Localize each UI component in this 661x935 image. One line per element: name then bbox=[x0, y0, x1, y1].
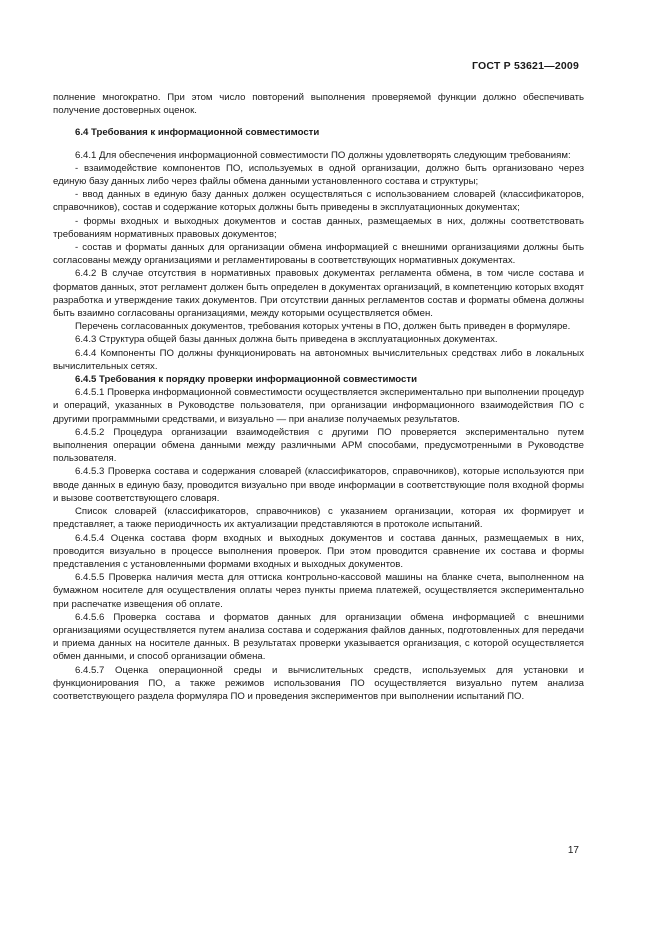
paragraph-6-4-2: 6.4.2 В случае отсутствия в нормативных правовых документах регламента обмена, в том числе состава и форматов данных, этот регламент должен быть определен в документах организаций, в компетенцию которых входят разработка и утверждение таких документов. При отсутствии данных регламентов состав и форматы обмена должны быть взаимно согласованы организациями, между которыми осуществляется обмен. bbox=[53, 268, 584, 320]
paragraph-6-4-4: 6.4.4 Компоненты ПО должны функционировать на автономных вычислительных средствах либо в локальных вычислительных сетях. bbox=[53, 347, 584, 372]
list-item-3: - формы входных и выходных документов и состав данных, размещаемых в них, должны соответствовать требованиям нормативных правовых документов; bbox=[53, 215, 584, 240]
page-number: 17 bbox=[567, 845, 579, 856]
paragraph-6-4-5-2: 6.4.5.2 Процедура организации взаимодействия с другими ПО проверяется экспериментально путем выполнения операции обмена данными между различными АРМ способами, предусмотренными в Руководстве пользователя. bbox=[53, 426, 584, 465]
paragraph-6-4-3: 6.4.3 Структура общей базы данных должна быть приведена в эксплуатационных документах. bbox=[75, 334, 498, 346]
paragraph-dictionaries-list: Список словарей (классификаторов, справочников) с указанием организации, которая их формирует и представляет, а также периодичность их актуализации представляются в протоколе испытаний. bbox=[53, 506, 584, 531]
document-body bbox=[53, 91, 584, 703]
paragraph-6-4-5-1: 6.4.5.1 Проверка информационной совместимости осуществляется экспериментально при выполнении процедур и операций, указанных в Руководстве пользователя, при организации информационного взаимодействия ПО с другими программными средствами, и визуально — при анализе получаемых результатов. bbox=[53, 387, 584, 425]
list-item-4: - состав и форматы данных для организации обмена информацией с внешними организациями должны быть согласованы между организациями и регламентированы в соответствующих нормативных документах. bbox=[53, 242, 584, 267]
paragraph-6-4-5-6: 6.4.5.6 Проверка состава и форматов данных для организации обмена информацией с внешними организациями осуществляется путем анализа состава и содержания файлов данных, подготовленных для передачи и приема данных на носителе данных. В результатах проверки указывается организация, с которой осуществляется обмен данными, и способ организации обмена. bbox=[53, 611, 584, 663]
paragraph-6-4-5-5: 6.4.5.5 Проверка наличия места для оттиска контрольно-кассовой машины на бланке счета, выполненном на бумажном носителе для осуществления оплаты через пункты приема платежей, осуществляется экспериментально при распечатке извещения об оплате. bbox=[53, 572, 584, 610]
paragraph-agreed-documents: Перечень согласованных документов, требования которых учтены в ПО, должен быть приведен в формуляре. bbox=[75, 321, 571, 333]
paragraph-6-4-1: 6.4.1 Для обеспечения информационной совместимости ПО должны удовлетворять следующим требованиям: bbox=[75, 149, 571, 161]
paragraph-6-4-5-3: 6.4.5.3 Проверка состава и содержания словарей (классификаторов, справочников), которые используются при вводе данных в единую базу, проводится визуально при вводе информации в соответствующие поля входной формы и вызове соответствующего словаря. bbox=[53, 466, 584, 504]
paragraph-6-4-5-4: 6.4.5.4 Оценка состава форм входных и выходных документов и состава данных, размещаемых в них, проводится визуально в процессе выполнения проверок. При этом проводится сравнение их состава и формы представления с установленными формами входных и выходных документов. bbox=[53, 532, 584, 570]
section-heading-6-4: 6.4 Требования к информационной совместимости bbox=[75, 127, 320, 139]
list-item-2: - ввод данных в единую базу данных должен осуществляться с использованием словарей (классификаторов, справочников), состав и содержание которых должны быть приведены в эксплуатационных документах; bbox=[53, 189, 584, 214]
paragraph-continuation: полнение многократно. При этом число повторений выполнения проверяемой функции должно обеспечивать получение достоверных оценок. bbox=[53, 92, 584, 117]
paragraph-6-4-5-7: 6.4.5.7 Оценка операционной среды и вычислительных средств, используемых для установки и функционирования ПО, а также режимов использования ПО осуществляется визуально путем анализа соответствующего раздела формуляра ПО и проведения экспериментов при выполнении испытаний ПО. bbox=[53, 664, 584, 702]
standard-designation: ГОСТ Р 53621—2009 bbox=[471, 60, 579, 72]
section-heading-6-4-5: 6.4.5 Требования к порядку проверки информационной совместимости bbox=[75, 374, 417, 386]
list-item-1: - взаимодействие компонентов ПО, используемых в одной организации, должно быть организовано через единую базу данных либо через файлы обмена данными установленного состава и структуры; bbox=[53, 162, 584, 188]
